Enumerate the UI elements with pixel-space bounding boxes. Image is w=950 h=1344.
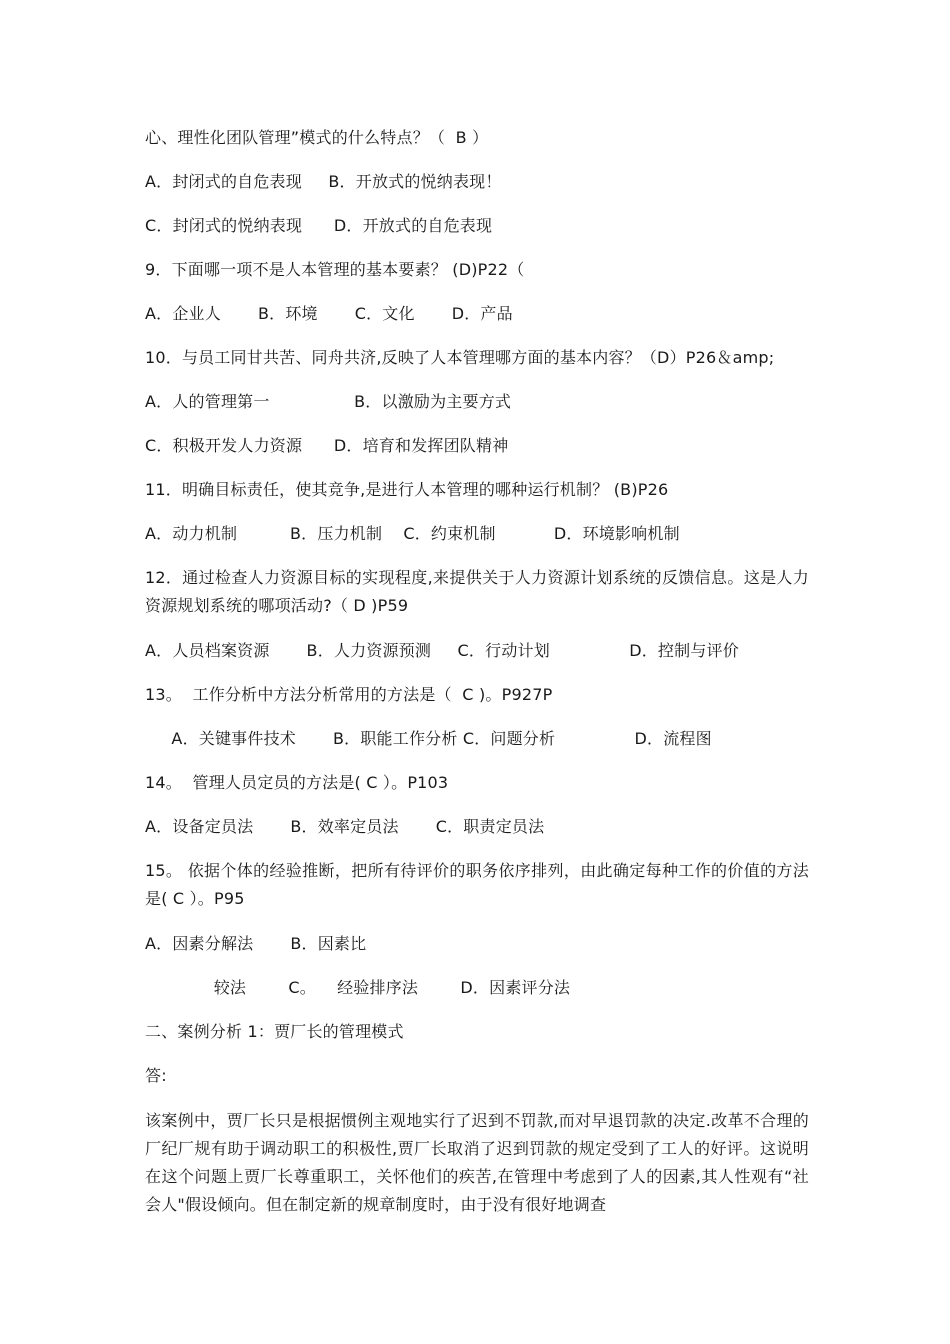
question-8-options-cd: C．封闭式的悦纳表现 D．开放式的自危表现 xyxy=(145,216,493,235)
question-8-stem-continued: 心、理性化团队管理”模式的什么特点？（ B ） xyxy=(145,128,489,147)
question-11-options: A．动力机制 B．压力机制 C．约束机制 D．环境影响机制 xyxy=(145,524,680,543)
question-14-options: A．设备定员法 B．效率定员法 C．职责定员法 xyxy=(145,817,545,836)
answer-paragraph: 该案例中，贾厂长只是根据惯例主观地实行了迟到不罚款,而对早退罚款的决定.改革不合理的厂纪厂规有助于调动职工的积极性,贾厂长取消了迟到罚款的规定受到了工人的好评。这说明在这个问题上贾厂长尊重职工，关怀他们的疾苦,在管理中考虑到了人的因素,其人性观有“社会人"假设倾向。但在制定新的规章制度时，由于没有很好地调查 xyxy=(145,1111,809,1214)
question-11-stem: 11．明确目标责任，使其竞争,是进行人本管理的哪种运行机制？ (B)P26 xyxy=(145,480,669,499)
question-12-stem: 12．通过检查人力资源目标的实现程度,来提供关于人力资源计划系统的反馈信息。这是人力资源规划系统的哪项活动?（ D )P59 xyxy=(145,568,809,615)
question-12-options: A．人员档案资源 B．人力资源预测 C．行动计划 D．控制与评价 xyxy=(145,641,739,660)
question-10-options-ab: A．人的管理第一 B．以激励为主要方式 xyxy=(145,392,512,411)
section-heading-case-analysis: 二、案例分析 1：贾厂长的管理模式 xyxy=(145,1022,404,1041)
question-15-stem: 15。 依据个体的经验推断，把所有待评价的职务依序排列，由此确定每种工作的价值的方法是( C ）。P95 xyxy=(145,861,809,908)
question-13-stem: 13。 工作分析中方法分析常用的方法是（ C )。P927P xyxy=(145,685,553,704)
question-10-options-cd: C．积极开发人力资源 D．培育和发挥团队精神 xyxy=(145,436,509,455)
question-15-options-cd: 较法 C。 经验排序法 D．因素评分法 xyxy=(145,978,571,997)
question-8-options-ab: A．封闭式的自危表现 B．开放式的悦纳表现！ xyxy=(145,172,502,191)
question-10-stem: 10．与员工同甘共苦、同舟共济,反映了人本管理哪方面的基本内容？（D）P26＆amp; xyxy=(145,348,775,367)
answer-label: 答: xyxy=(145,1066,167,1085)
question-9-stem: 9．下面哪一项不是人本管理的基本要素？ (D)P22（ xyxy=(145,260,525,279)
question-14-stem: 14。 管理人员定员的方法是( C ）。P103 xyxy=(145,773,449,792)
question-15-options-ab: A．因素分解法 B．因素比 xyxy=(145,934,367,953)
question-9-options: A．企业人 B．环境 C．文化 D．产品 xyxy=(145,304,513,323)
question-13-options: A．关键事件技术 B．职能工作分析 C．问题分析 D．流程图 xyxy=(145,729,712,748)
